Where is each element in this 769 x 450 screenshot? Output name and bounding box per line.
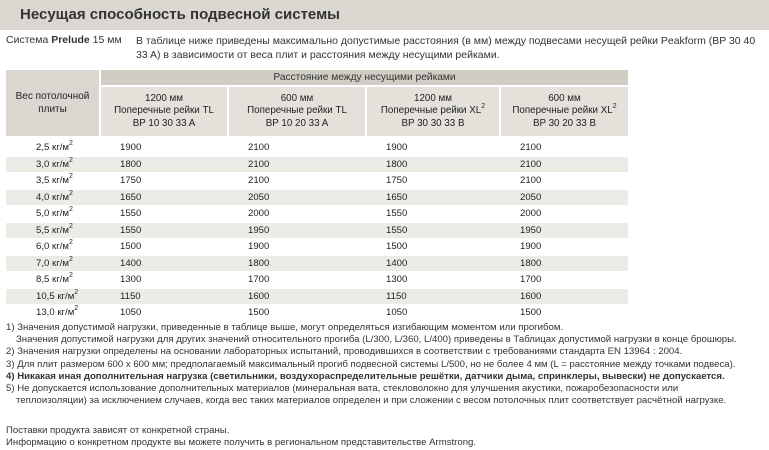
- weight-value: 13,0 кг/м: [36, 307, 75, 319]
- weight-value: 10,5 кг/м: [36, 290, 75, 302]
- weight-value: 7,0 кг/м: [36, 257, 69, 269]
- column-spacing: 600 мм: [280, 92, 314, 104]
- distance-cell: 1750: [366, 173, 500, 190]
- footer-line-1: Поставки продукта зависят от конкретной страны.: [6, 425, 230, 436]
- table-row: [6, 156, 628, 173]
- distance-cell: 1650: [366, 189, 500, 206]
- distance-cell: 1550: [366, 222, 500, 239]
- unit-superscript: 2: [68, 140, 73, 148]
- table-row: [6, 189, 628, 206]
- footnote-5-cont: теплоизоляции) за исключением случаев, когда вес таких материалов определен и при сложении с весом потолочных плит соответствует расчётной нагрузке.: [16, 395, 727, 407]
- column-header-4: [500, 86, 628, 136]
- column-footnote: 2: [612, 102, 617, 110]
- span-header: Расстояние между несущими рейками: [100, 70, 628, 86]
- weight-cell: [6, 206, 100, 223]
- distance-cell: 1300: [100, 272, 228, 289]
- unit-superscript: 2: [68, 255, 73, 263]
- distance-cell: 1500: [500, 305, 628, 322]
- column-rail: Поперечные рейки TL: [247, 105, 347, 117]
- unit-superscript: 2: [74, 305, 79, 313]
- column-rail: Поперечные рейки TL: [114, 105, 214, 117]
- weight-value: 8,5 кг/м: [36, 274, 69, 286]
- footnotes: [6, 322, 762, 407]
- weight-header-line2: плиты: [38, 104, 67, 115]
- distance-cell: 1300: [366, 272, 500, 289]
- column-footnote: 2: [481, 102, 486, 110]
- unit-superscript: 2: [68, 206, 73, 214]
- distance-cell: 2050: [228, 189, 366, 206]
- title-bar: [0, 0, 769, 30]
- weight-header: [6, 70, 100, 136]
- column-header-2: [228, 86, 366, 136]
- weight-value: 3,5 кг/м: [36, 175, 69, 187]
- column-code: BP 10 30 33 A: [132, 117, 196, 129]
- load-table: [6, 70, 628, 322]
- distance-cell: 1800: [228, 255, 366, 272]
- distance-cell: 2000: [500, 206, 628, 223]
- distance-cell: 2100: [500, 140, 628, 156]
- weight-cell: [6, 189, 100, 206]
- column-header-3: [366, 86, 500, 136]
- weight-value: 3,0 кг/м: [36, 158, 69, 170]
- unit-superscript: 2: [68, 156, 73, 164]
- column-spacing: 1200 мм: [145, 92, 183, 104]
- weight-value: 6,0 кг/м: [36, 241, 69, 253]
- column-spacing: 600 мм: [548, 92, 581, 104]
- column-spacing: 1200 мм: [414, 92, 452, 104]
- column-code: BP 10 20 33 A: [265, 117, 329, 129]
- intro-text: В таблице ниже приведены максимально допустимые расстояния (в мм) между подвесами несущей рейки Peakform (BP 30 40 33 A) в зависимости от веса плит и расстояния между несущими рейками.: [136, 35, 756, 61]
- system-label: [6, 34, 122, 46]
- weight-cell: [6, 173, 100, 190]
- footnote-5: 5) Не допускается использование дополнительных материалов (минеральная вата, стекловолокно для улучшения акустики, пожаробезопасности или: [6, 383, 679, 395]
- distance-cell: 1800: [500, 255, 628, 272]
- table-row: [6, 222, 628, 239]
- footnote-1-cont: Значения допустимой нагрузки для других значений относительного прогиба (L/300, L/360, L/400) приведены в Таблицах допустимой нагрузки в конце брошюры.: [16, 334, 737, 346]
- system-name: Prelude: [51, 34, 90, 46]
- weight-cell: [6, 222, 100, 239]
- distance-cell: 2100: [500, 156, 628, 173]
- table-row: [6, 140, 628, 156]
- column-rail: Поперечные рейки XL: [512, 105, 613, 117]
- table-row: [6, 305, 628, 322]
- weight-value: 4,0 кг/м: [36, 191, 69, 203]
- distance-cell: 1950: [500, 222, 628, 239]
- distance-cell: 1150: [366, 288, 500, 305]
- system-prefix: Система: [6, 34, 49, 46]
- unit-superscript: 2: [68, 173, 73, 181]
- footnote-2: 2) Значения нагрузки определены на основании лабораторных испытаний, проводившихся в соответствии с требованиями стандарта EN 13964 : 2004.: [6, 346, 683, 358]
- table-row: [6, 239, 628, 256]
- unit-superscript: 2: [68, 272, 73, 280]
- footnote-4: 4) Никакая иная дополнительная нагрузка (светильники, воздухораспределительные решётки, датчики дыма, спринклеры, вывески) не допускается.: [6, 370, 725, 382]
- distance-cell: 1550: [100, 206, 228, 223]
- distance-cell: 1500: [228, 305, 366, 322]
- weight-cell: [6, 239, 100, 256]
- unit-superscript: 2: [68, 222, 73, 230]
- weight-cell: [6, 272, 100, 289]
- table-row: [6, 173, 628, 190]
- table-row: [6, 272, 628, 289]
- distance-cell: 1600: [228, 288, 366, 305]
- distance-cell: 1600: [500, 288, 628, 305]
- distance-cell: 1550: [366, 206, 500, 223]
- weight-value: 5,5 кг/м: [36, 224, 69, 236]
- distance-cell: 1050: [366, 305, 500, 322]
- distance-cell: 1900: [228, 239, 366, 256]
- table-row: [6, 206, 628, 223]
- distance-cell: 1800: [366, 156, 500, 173]
- column-rail: Поперечные рейки XL: [380, 105, 482, 117]
- page-title: Несущая способность подвесной системы: [20, 6, 340, 23]
- distance-cell: 1150: [100, 288, 228, 305]
- weight-cell: [6, 305, 100, 322]
- footer: [6, 425, 476, 448]
- distance-cell: 2100: [228, 140, 366, 156]
- footnote-3: 3) Для плит размером 600 x 600 мм; предполагаемый максимальный прогиб подвесной системы L/500, но не более 4 мм (L = расстояние между точками подвеса).: [6, 358, 736, 370]
- footnote-1: 1) Значения допустимой нагрузки, приведенные в таблице выше, могут определяться изгибающим моментом или прогибом.: [6, 322, 564, 333]
- weight-header-line1: Вес потолочной: [15, 91, 90, 102]
- weight-cell: [6, 140, 100, 156]
- distance-cell: 2100: [500, 173, 628, 190]
- weight-cell: [6, 288, 100, 305]
- table-body: [6, 136, 628, 321]
- weight-cell: [6, 255, 100, 272]
- column-code: BP 30 20 33 B: [532, 117, 596, 129]
- distance-cell: 1500: [100, 239, 228, 256]
- distance-cell: 1400: [366, 255, 500, 272]
- distance-cell: 2050: [500, 189, 628, 206]
- weight-cell: [6, 156, 100, 173]
- distance-cell: 1800: [100, 156, 228, 173]
- distance-cell: 1900: [100, 140, 228, 156]
- distance-cell: 1750: [100, 173, 228, 190]
- distance-cell: 2100: [228, 173, 366, 190]
- distance-cell: 2000: [228, 206, 366, 223]
- distance-cell: 1400: [100, 255, 228, 272]
- distance-cell: 1550: [100, 222, 228, 239]
- distance-cell: 2100: [228, 156, 366, 173]
- table-row: [6, 288, 628, 305]
- distance-cell: 1700: [500, 272, 628, 289]
- distance-cell: 1700: [228, 272, 366, 289]
- weight-value: 2,5 кг/м: [36, 142, 69, 154]
- distance-cell: 1950: [228, 222, 366, 239]
- distance-cell: 1500: [366, 239, 500, 256]
- distance-cell: 1050: [100, 305, 228, 322]
- system-size: 15 мм: [92, 34, 122, 46]
- distance-cell: 1900: [500, 239, 628, 256]
- column-code: BP 30 30 33 B: [401, 117, 465, 129]
- distance-cell: 1900: [366, 140, 500, 156]
- distance-cell: 1650: [100, 189, 228, 206]
- footer-line-2: Информацию о конкретном продукте вы можете получить в региональном представительстве Armstrong.: [6, 436, 477, 448]
- table-row: [6, 255, 628, 272]
- column-header-1: [100, 86, 228, 136]
- unit-superscript: 2: [74, 288, 79, 296]
- unit-superscript: 2: [68, 239, 73, 247]
- weight-value: 5,0 кг/м: [36, 208, 69, 220]
- unit-superscript: 2: [68, 189, 73, 197]
